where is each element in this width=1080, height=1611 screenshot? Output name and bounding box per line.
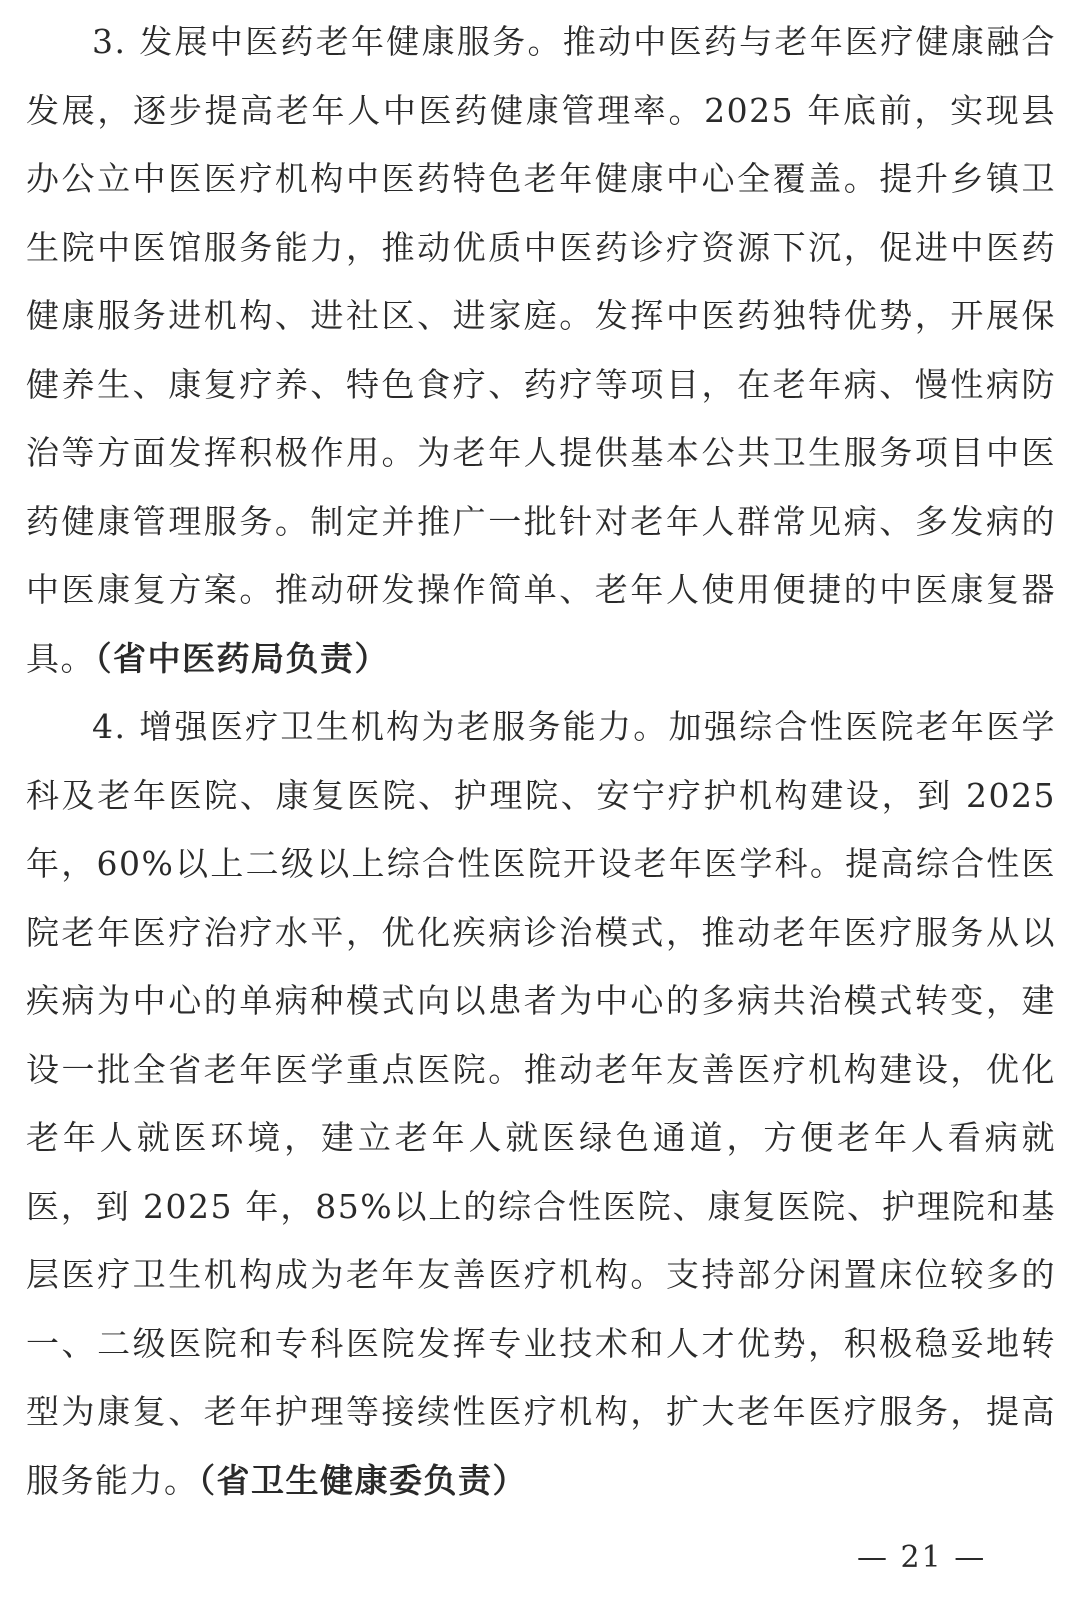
paragraph-medical-institutions (26, 693, 1056, 1515)
paragraph-tcm-elderly-health (26, 8, 1056, 693)
page-number: — 21 — (857, 1540, 987, 1575)
responsible-agency: （省卫生健康委负责） (198, 1460, 527, 1500)
paragraph-text: 3. 发展中医药老年健康服务。推动中医药与老年医疗健康融合发展，逐步提高老年人中医药健康管理率。2025 年底前，实现县办公立中医医疗机构中医药特色老年健康中心全覆盖。提升乡镇卫生院中医馆服务能力，推动优质中医药诊疗资源下沉，促进中医药健康服务进机构、进社区、进家庭。发挥中医药独特优势，开展保健养生、康复疗养、特色食疗、药疗等项目，在老年病、慢性病防治等方面发挥积极作用。为老年人提供基本公共卫生服务项目中医药健康管理服务。制定并推广一批针对老年人群常见病、多发病的中医康复方案。推动研发操作简单、老年人使用便捷的中医康复器具。 (26, 22, 1056, 678)
paragraph-text: 4. 增强医疗卫生机构为老服务能力。加强综合性医院老年医学科及老年医院、康复医院、护理院、安宁疗护机构建设，到 2025 年，60%以上二级以上综合性医院开设老年医学科。提高综合性医院老年医疗治疗水平，优化疾病诊治模式，推动老年医疗服务从以疾病为中心的单病种模式向以患者为中心的多病共治模式转变，建设一批全省老年医学重点医院。推动老年友善医疗机构建设，优化老年人就医环境，建立老年人就医绿色通道，方便老年人看病就医，到 2025 年，85%以上的综合性医院、康复医院、护理院和基层医疗卫生机构成为老年友善医疗机构。支持部分闲置床位较多的一、二级医院和专科医院发挥专业技术和人才优势，积极稳妥地转型为康复、老年护理等接续性医疗机构，扩大老年医疗服务，提高服务能力。 (26, 707, 1056, 1500)
responsible-agency: （省中医药局负责） (95, 638, 389, 678)
document-page (26, 8, 1056, 1515)
